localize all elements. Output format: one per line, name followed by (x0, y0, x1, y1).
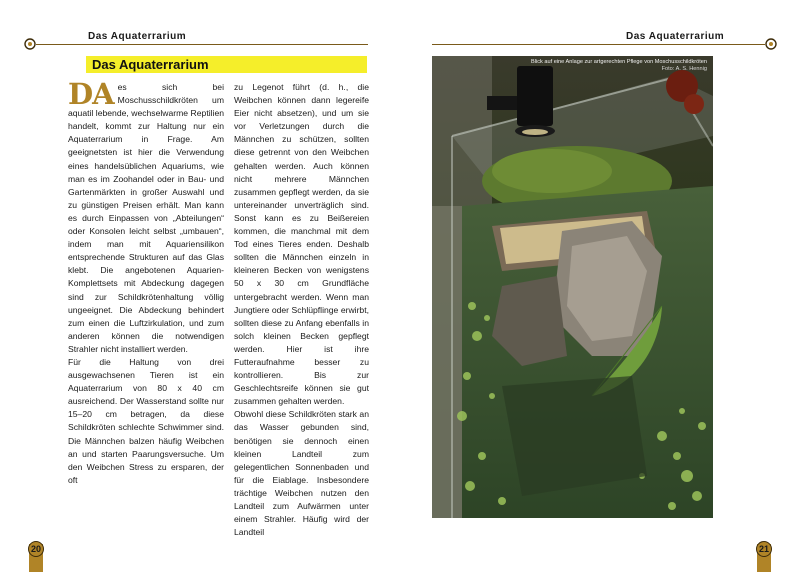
paragraph: zu Legenot führt (d. h., die Weibchen können dann legereife Eier nicht absetzen), und um sie vor Verletzungen durch die Männchen zu schützen, sollten diese getrennt von den Weibchen gehalten werden. Auch können nicht mehrere Männchen zusammen gepflegt werden, da sie untereinander unverträglich sind. Sonst kann es zu Beißereien kommen, die manchmal mit dem Tod eines Tieres enden. Deshalb sollten die Männchen einzeln in kleineren Becken von wenigstens 50 x 30 cm Grundfläche untergebracht werden. Wenn man Jungtiere oder Schlüpflinge erwirbt, sollten diese zu Anfang ebenfalls in solch kleinen Becken gepflegt werden. Hier ist ihre Futteraufnahme besser zu kontrollieren. Bis zur Geschlechtsreife können sie gut zusammen gehalten werden. (234, 82, 369, 407)
drop-cap: DA (68, 77, 114, 111)
caption-text: Blick auf eine Anlage zur artgerechten Pflege von Moschusschildkröten (531, 59, 707, 65)
page-number: 21 (756, 541, 772, 557)
aquaterrarium-photo (432, 56, 713, 518)
header-rule (432, 44, 765, 45)
running-head: Das Aquaterrarium (88, 31, 187, 42)
text-column-2 (234, 81, 369, 539)
circle-ornament-icon (765, 38, 777, 50)
text-column-1 (68, 77, 224, 487)
paragraph: Für die Haltung von drei ausgewachsenen Tieren ist ein Aquaterrarium von 80 x 40 cm ausreichend. Der Wasserstand sollte nur 15–20 cm betragen, da diese Schildkröten schlechte Schwimmer sind. Die Männchen balzen häufig Weibchen an und starten Paarungsversuche. Um den Weibchen Stress zu ersparen, der oft (68, 356, 224, 485)
circle-ornament-icon (24, 38, 36, 50)
paragraph: Obwohl diese Schildkröten stark an das Wasser gebunden sind, benötigen sie dennoch einen kleinen Landteil zum gelegentlichen Sonnenbaden und für die Eiablage. Insbesondere trächtige Weibchen nutzen den Landteil zum Aufwärmen unter einem Strahler. Häufig wird der Landteil (234, 409, 369, 538)
photo-caption (531, 59, 707, 73)
photo-credit: Foto: A. S. Hennig (661, 66, 707, 72)
section-title: Das Aquaterrarium (86, 56, 367, 73)
header-rule (36, 44, 368, 45)
paragraph: es sich bei Moschusschildkröten um aquatil lebende, wechselwarme Reptilien handelt, kommt zur Haltung nur ein Aquaterrarium in Frage. Am geeignetsten ist hier die Verwendung eines handelsüblichen Aquariums, wie man es im Zoohandel oder in Bau- und Gartenmärkten in großer Auswahl und zu günstigen Preisen erhält. Man kann es durch Einpassen von „Abteilungen“ oder Konsolen leicht selbst „umbauen“, indem man mit Aquariensilikon entsprechende Strukturen auf das Glas klebt. Die angebotenen Aquarien-Komplettsets mit Abdeckung dagegen sind zur Schildkrötenhaltung völlig ungeeignet. Die Abdeckung behindert zum einen die Luftzirkulation, und zum anderen können die notwendigen Strahler nicht installiert werden. (68, 82, 224, 354)
page-number: 20 (28, 541, 44, 557)
running-head: Das Aquaterrarium (626, 31, 725, 42)
